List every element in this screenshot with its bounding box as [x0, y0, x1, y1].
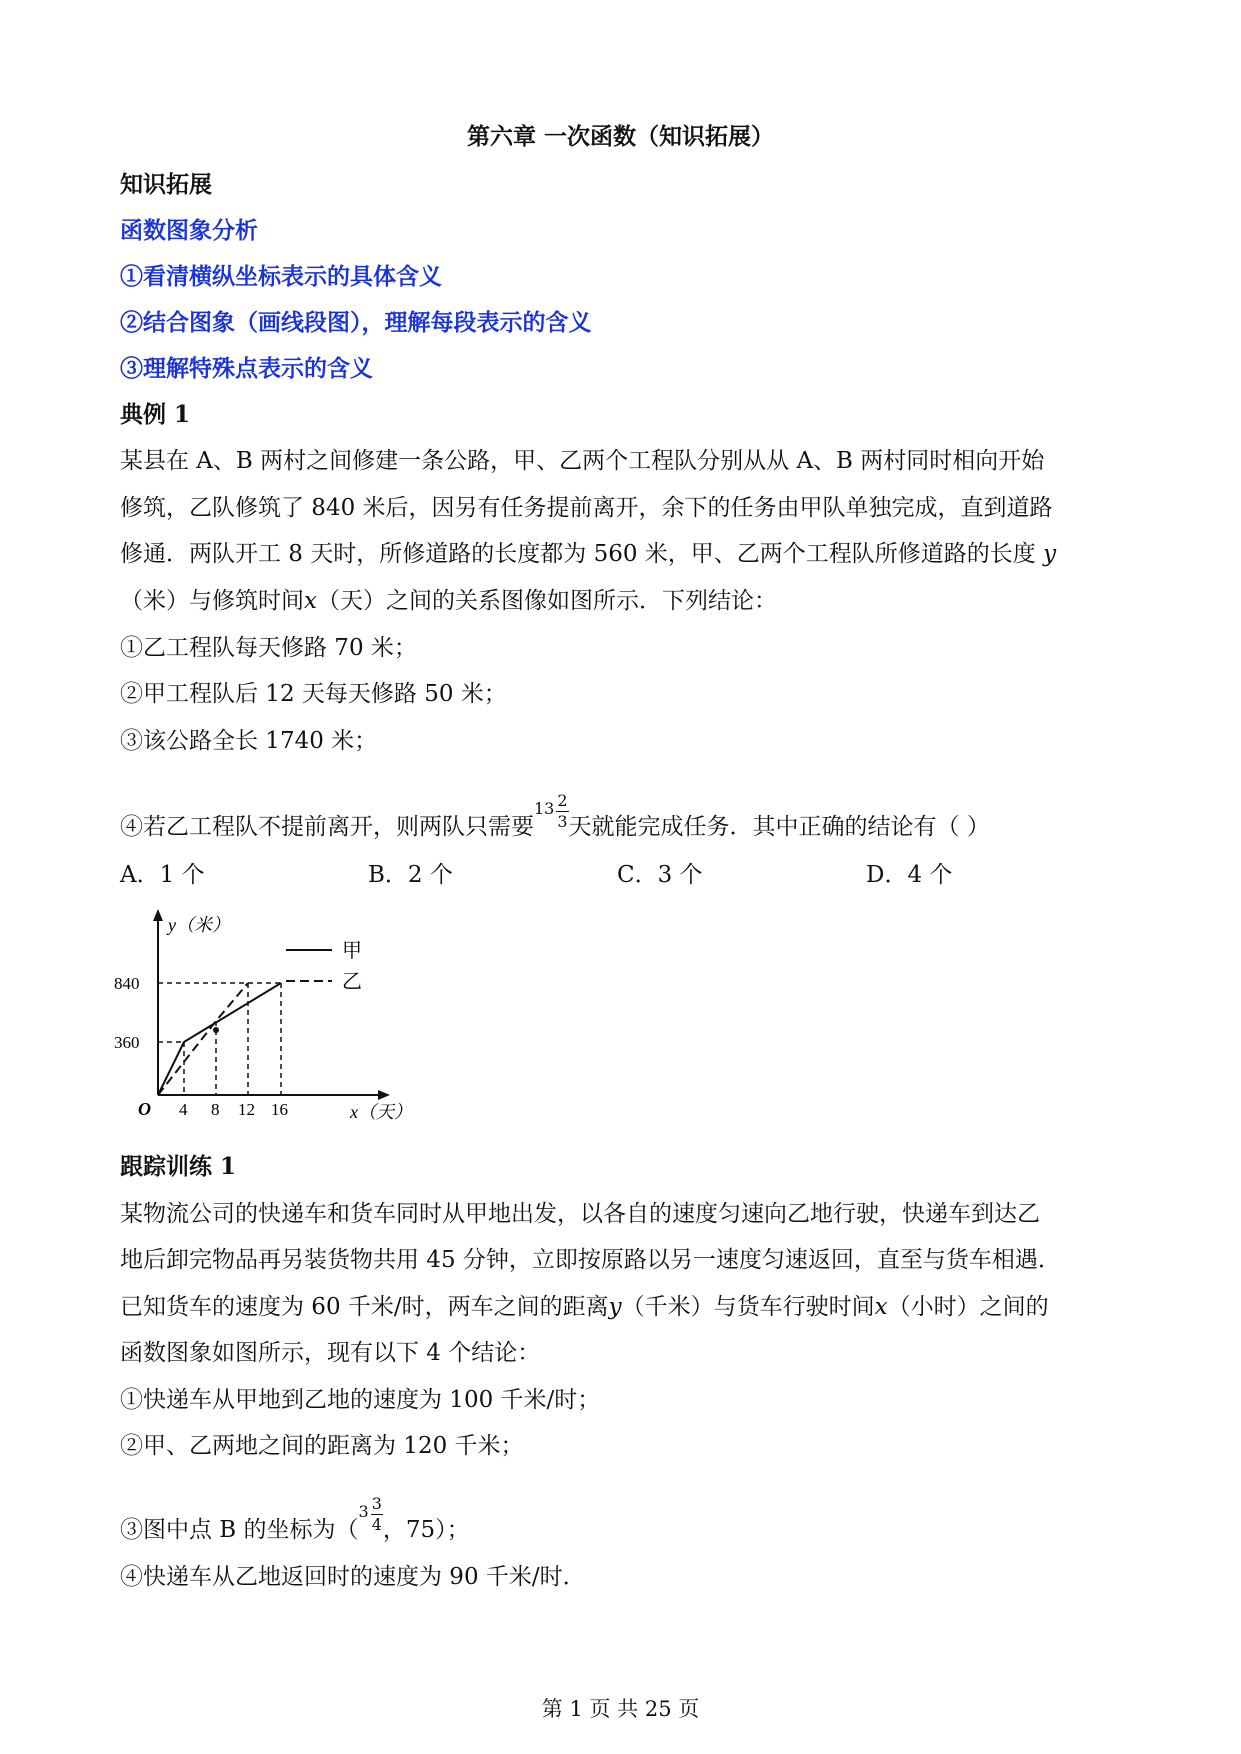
- conclusion-3: ③该公路全长 1740 米；: [120, 728, 378, 754]
- training-text: ③图中点 B 的坐标为（: [120, 1517, 359, 1543]
- page-footer: 第 1 页 共 25 页: [541, 1697, 700, 1721]
- training-text: ，75）；: [382, 1517, 470, 1543]
- mixed-fraction: [358, 1493, 383, 1551]
- example-paragraph-line: [120, 582, 1130, 615]
- legend-jia-label: 甲: [342, 940, 362, 962]
- x-tick-label: 16: [271, 1100, 288, 1119]
- fraction-whole: 13: [534, 798, 555, 818]
- analysis-point-3: ③理解特殊点表示的含义: [120, 355, 373, 382]
- training-conclusion-4: ④快递车从乙地返回时的速度为 90 千米/时．: [120, 1564, 586, 1590]
- x-tick-label: 4: [179, 1100, 188, 1119]
- option-a: A．1 个: [120, 862, 205, 888]
- y-tick-label: 840: [114, 974, 140, 993]
- fraction-denominator: 4: [371, 1514, 382, 1534]
- x-tick-label: 12: [238, 1100, 255, 1119]
- origin-label: O: [138, 1099, 151, 1119]
- variable-y: y: [1043, 541, 1057, 567]
- x-tick-label: 8: [211, 1100, 220, 1119]
- intersection-dot: [213, 1027, 219, 1033]
- example-paragraph-line: [120, 535, 1130, 568]
- example-text: （米）与修筑时间: [120, 588, 304, 614]
- example-paragraph-line: 某县在 A、B 两村之间修建一条公路，甲、乙两个工程队分别从从 A、B 两村同时相向开始: [120, 448, 1045, 474]
- training-paragraph-line: 函数图象如图所示，现有以下 4 个结论：: [120, 1340, 541, 1366]
- fraction-numerator: 3: [371, 1493, 382, 1513]
- training-label: 跟踪训练 1: [120, 1153, 237, 1180]
- training-conclusion-1: ①快递车从甲地到乙地的速度为 100 千米/时；: [120, 1387, 601, 1413]
- x-axis-arrow: [378, 1090, 390, 1100]
- y-tick-label: 360: [114, 1033, 140, 1052]
- conclusion-2: ②甲工程队后 12 天每天修路 50 米；: [120, 681, 507, 707]
- y-axis-label: y（米）: [168, 915, 230, 935]
- variable-x: x: [874, 1294, 888, 1320]
- training-conclusion-2: ②甲、乙两地之间的距离为 120 千米；: [120, 1433, 524, 1459]
- training-paragraph-line: 某物流公司的快递车和货车同时从甲地出发，以各自的速度匀速向乙地行驶，快递车到达乙: [120, 1201, 1040, 1227]
- fraction-whole: 3: [358, 1501, 369, 1521]
- mixed-fraction: [534, 790, 569, 848]
- analysis-heading: 函数图象分析: [120, 217, 258, 244]
- training-text: 已知货车的速度为 60 千米/时，两车之间的距离: [120, 1294, 609, 1320]
- page-title: 第六章 一次函数（知识拓展）: [466, 123, 774, 150]
- fraction-denominator: 3: [557, 811, 568, 831]
- training-paragraph-line: 地后卸完物品再另装货物共用 45 分钟，立即按原路以另一速度匀速返回，直至与货车相遇．: [120, 1247, 1061, 1273]
- function-graph: [110, 905, 420, 1125]
- conclusion-1: ①乙工程队每天修路 70 米；: [120, 635, 417, 661]
- conclusion-text: ④若乙工程队不提前离开，则两队只需要: [120, 814, 534, 840]
- section-label: 知识拓展: [120, 171, 212, 198]
- variable-x: x: [304, 588, 317, 614]
- analysis-point-2: ②结合图象（画线段图），理解每段表示的含义: [120, 309, 592, 336]
- training-paragraph-line: [120, 1288, 1130, 1321]
- example-label: 典例 1: [120, 401, 191, 428]
- example-paragraph-line: 修筑，乙队修筑了 840 米后，因另有任务提前离开，余下的任务由甲队单独完成，直到道路: [120, 495, 1053, 521]
- option-c: C．3 个: [617, 862, 703, 888]
- analysis-point-1: ①看清横纵坐标表示的具体含义: [120, 263, 442, 290]
- variable-y: y: [608, 1294, 622, 1320]
- training-text: （千米）与货车行驶时间: [621, 1294, 875, 1320]
- series-yi: [158, 983, 248, 1095]
- conclusion-text: 天就能完成任务．其中正确的结论有（ ）: [568, 814, 990, 840]
- option-d: D．4 个: [866, 862, 953, 888]
- series-jia: [158, 983, 281, 1095]
- legend-yi-label: 乙: [342, 971, 362, 993]
- y-axis-arrow: [153, 909, 163, 921]
- example-text: 修通．两队开工 8 天时，所修道路的长度都为 560 米，甲、乙两个工程队所修道路的长度: [120, 541, 1036, 567]
- option-b: B．2 个: [368, 862, 453, 888]
- x-axis-label: x（天）: [350, 1102, 412, 1122]
- training-text: （小时）之间的: [887, 1294, 1049, 1320]
- conclusion-4: [120, 790, 1130, 848]
- example-text: （天）之间的关系图像如图所示．下列结论：: [316, 588, 777, 614]
- training-conclusion-3: [120, 1493, 1130, 1551]
- fraction-numerator: 2: [557, 790, 568, 810]
